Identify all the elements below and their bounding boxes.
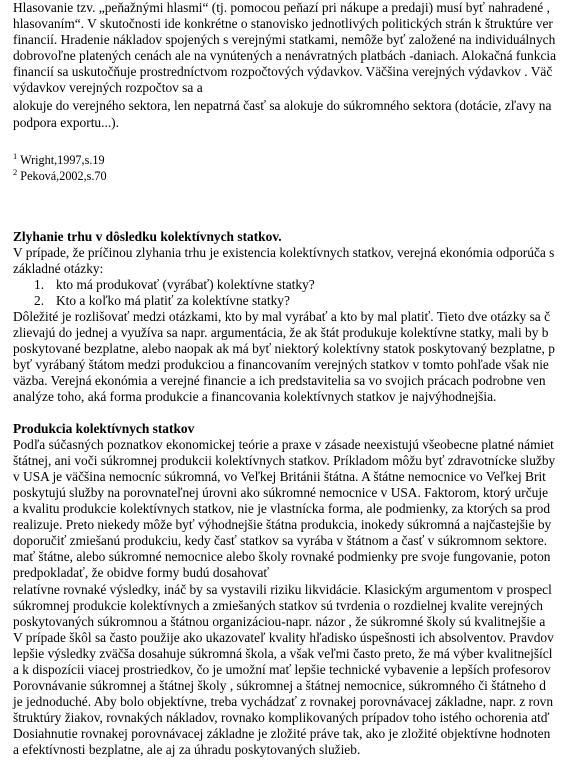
text-line: Hlasovanie tzv. „peňažnými hlasmi“ (tj. pomocou peňazí pri nákupe a predaji) musí byť nahradené , <box>13 0 550 15</box>
text-line: a kvalitu produkcie kolektívnych statkov, nie je vlastnícka forma, ale podmienky, za ktorých sa prod <box>13 501 551 516</box>
text-line: výdavkov verejných rozpočtov sa a <box>13 80 203 95</box>
text-line: financií. Hradenie nákladov spojených s verejnými statkami, nemôže byť založené na individuálnych <box>13 32 556 47</box>
text-line: alokuje do verejného sektora, len nepatrná časť sa alokuje do súkromného sektora (dotácie, zľavy na <box>13 98 552 113</box>
text-line: hlasovaním“. V skutočnosti ide konkrétne o stanovisko jednotlivých politických strán k štruktúre ver <box>13 16 553 31</box>
text-line: základné otázky: <box>13 261 104 276</box>
footnote <box>13 164 107 183</box>
list-item <box>34 277 315 293</box>
text-line: poskytované bezplatne, alebo naopak ak má byť niektorý kolektívny statok poskytovaný bezplatne, p <box>13 341 555 356</box>
text-line: V prípade škôl sa často použije ako ukazovateľ kvality hľadisko úspešnosti ich absolventov. Pravdov <box>13 630 554 645</box>
text-line: a efektívnosti bezplatne, ale aj za úhradu poskytovaných služieb. <box>13 742 361 757</box>
text-line: v USA je väčšina nemocníc súkromná, vo Veľkej Británii štátna. A štátne nemocnice vo Veľkej Brit <box>13 469 546 484</box>
footnote-text: Peková,2002,s.70 <box>17 169 107 183</box>
list-item <box>34 293 290 309</box>
list-item-number: 1. <box>34 277 45 292</box>
text-line: Porovnávanie súkromnej a štátnej školy , súkromnej a štátnej nemocnice, súkromného či štátneho d <box>13 678 546 693</box>
text-line: dobrovoľne platených cenách ale na vynútených a nenávratných platbách -daniach. Alokačná funkcia <box>13 48 557 63</box>
footnote-number: 2 <box>13 167 18 177</box>
text-line: Dôležité je rozlišovať medzi otázkami, kto by mal vyrábať a kto by mal platiť. Tieto dve otázky sa č <box>13 309 551 324</box>
text-line: V prípade, že príčinou zlyhania trhu je existencia kolektívnych statkov, verejná ekonómia odporúča s <box>13 245 555 260</box>
text-line: predpokladať, že obidve formy budú dosahovať <box>13 565 270 580</box>
text-line: a k dispozícii viacej prostriedkov, čo je umožní mať lepšie technické vybavenie a lepších profesorov <box>13 662 551 677</box>
list-item-text: Kto a koľko má platiť za kolektívne statky? <box>56 293 290 308</box>
text-line: realizuje. Preto niekedy môže byť výhodnejšie štátna produkcia, inokedy súkromná a najčastejšie by <box>13 517 552 532</box>
text-line: Dosiahnutie rovnakej porovnávacej základne je zložité práve tak, ako je zložité objektívne hodnoten <box>13 726 551 741</box>
list-item-number: 2. <box>34 293 45 308</box>
text-line: väzba. Verejná ekonómia a verejné financie a ich predstavitelia sa vo svojich prácach podrobne ven <box>13 373 546 388</box>
footnote-number: 1 <box>13 151 18 161</box>
text-line: je jednoduché. Aby bolo objektívne, treba vychádzať z rovnakej porovnávacej základne, napr. z rovn <box>13 694 554 709</box>
text-line: podpora exportu...). <box>13 115 119 130</box>
text-line: poskytovaných súkromnou a štátnou organizáciou-napr. názor , že súkromné školy sú kvalitnejšie a <box>13 614 546 629</box>
section-heading: Zlyhanie trhu v dôsledku kolektívnych statkov. <box>13 229 282 244</box>
section-heading: Produkcia kolektívnych statkov <box>13 421 195 436</box>
text-line: poskytujú služby na porovnateľnej úrovni ako súkromné nemocnice v USA. Faktorom, ktorý určuje <box>13 485 549 500</box>
text-line: štátnej, ani voči súkromnej produkcii kolektívnych statkov. Príkladom môžu byť zdravotnícke služby <box>13 453 556 468</box>
list-item-text: kto má produkovať (vyrábať) kolektívne statky? <box>56 277 315 292</box>
text-line: financií sa uskutočňuje prostredníctvom rozpočtových výdavkov. Väčšina verejných výdavkov . Väč <box>13 64 553 79</box>
text-line: lepšie výsledky zväčša dosahuje súkromná škola, a však veľmi často preto, že má výber kvalitnejšícl <box>13 646 553 661</box>
text-line: byť vyrábaný štátom medzi produkciou a financovaním verejných statkov v tomto pohľade však nie <box>13 357 549 372</box>
text-line: súkromnej produkcie kolektívnych a zmiešaných statkov sú tvrdenia o rozdielnej kvalite verejných <box>13 598 543 613</box>
footnote <box>13 148 105 167</box>
text-line: štruktúry žiakov, rovnakých nákladov, rovnako komplikovaných prípadov toho istého ochorenia atď <box>13 710 550 725</box>
text-line: doporučiť zmiešanú produkciu, kedy časť statkov sa vyrába v štátnom a časť v súkromnom sektore. <box>13 533 548 548</box>
text-line: mať štátne, alebo súkromné nemocnice alebo školy rovnaké podmienky pre svoje fungovanie, poton <box>13 549 551 564</box>
text-line: relatívne rovnaké výsledky, ináč by sa vystavili riziku likvidácie. Klasickým argumentom v prospecl <box>13 582 552 597</box>
text-line: zlievajú do jednej a využíva sa napr. argumentácia, že ak štát produkuje kolektívne statky, mali by b <box>13 325 549 340</box>
text-line: analýze toho, aká forma produkcie a financovania kolektívnych statkov je najvýhodnejšia. <box>13 389 497 404</box>
text-line: Podľa súčasných poznatkov ekonomickej teórie a praxe v zásade neexistujú všeobecne platné námiet <box>13 437 554 452</box>
footnote-text: Wright,1997,s.19 <box>17 153 105 167</box>
